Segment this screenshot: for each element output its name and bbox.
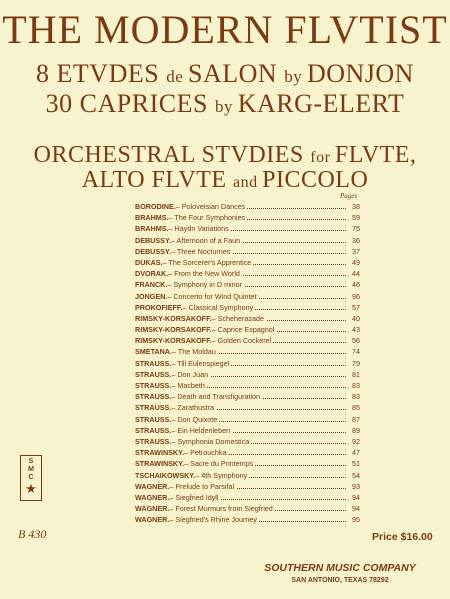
work-title: – Macbeth [171, 381, 205, 390]
contents-row [135, 425, 360, 436]
contents-row [135, 246, 360, 257]
subtitle-connector: de [166, 67, 189, 86]
contents-row [135, 369, 360, 380]
composer-name: WAGNER. [135, 504, 170, 514]
composer-name: STRAUSS. [135, 381, 172, 390]
contents-row [135, 268, 360, 279]
contents-list [135, 201, 360, 525]
work-title: – Forest Murmurs from Siegfried [169, 504, 273, 514]
contents-entry [135, 402, 216, 413]
page-number: 47 [352, 448, 360, 458]
composer-name: STRAUSS. [135, 369, 172, 379]
page-number: 83 [352, 392, 360, 402]
composer-name: RIMSKY-KORSAKOFF. [135, 313, 212, 323]
contents-row [135, 223, 360, 234]
contents-entry [135, 324, 276, 335]
work-title: – Sacre du Printemps [184, 459, 254, 469]
contents-entry [135, 257, 253, 268]
publisher-address: SAN ANTONIO, TEXAS 78292 [291, 577, 389, 584]
work-title: – Petrouchka [184, 448, 227, 458]
contents-row [135, 313, 360, 324]
composer-name: JONGEN. [135, 291, 168, 301]
logo-letter: S [28, 458, 34, 465]
contents-row [135, 458, 360, 469]
composer-name: STRAWINSKY. [135, 448, 185, 458]
page-number: 83 [352, 381, 360, 390]
section-connector: and [233, 174, 263, 191]
contents-entry [135, 223, 231, 234]
page-number: 56 [352, 336, 360, 346]
composer-name: WAGNER. [135, 481, 170, 491]
contents-entry [135, 425, 232, 436]
work-title: – Zarathustra [171, 403, 215, 413]
work-title: – Siegfried Idyll [169, 492, 219, 502]
contents-entry [135, 268, 242, 279]
contents-row [135, 302, 360, 313]
page-number: 74 [352, 347, 360, 357]
page-number: 75 [352, 224, 360, 234]
work-title: – Classical Symphony [182, 302, 254, 312]
composer-name: STRAUSS. [135, 425, 172, 435]
page-number: 94 [352, 504, 360, 514]
composer-name: STRAWINSKY. [135, 459, 185, 469]
contents-entry [135, 436, 251, 447]
contents-entry [135, 358, 231, 369]
contents-row [135, 212, 360, 223]
contents-row [135, 414, 360, 425]
publisher-name: SOUTHERN MUSIC COMPANY [264, 562, 416, 574]
contents-row [135, 346, 360, 357]
page-number: 51 [352, 459, 360, 469]
work-title: – Siegfried's Rhine Journey [169, 515, 258, 525]
composer-name: DEBUSSY. [135, 246, 171, 256]
work-title: – Don Quixote [171, 414, 218, 424]
composer-name: STRAUSS. [135, 358, 172, 368]
contents-entry [135, 391, 262, 402]
page-number: 46 [352, 280, 360, 290]
logo-letter: M [28, 466, 34, 473]
page-number: 54 [352, 470, 360, 480]
work-title: – Concerto for Wind Quintet [167, 291, 257, 301]
contents-entry [135, 503, 275, 514]
contents-row [135, 436, 360, 447]
main-title: THE MODERN FLVTIST [2, 7, 448, 52]
section-connector: for [310, 149, 335, 166]
contents-row [135, 380, 360, 391]
composer-name: RIMSKY-KORSAKOFF. [135, 336, 212, 346]
page-number: 44 [352, 269, 360, 279]
section-part: ORCHESTRAL STVDIES [33, 142, 311, 168]
work-title: – The Four Symphonies [168, 213, 246, 223]
contents-row [135, 447, 360, 458]
page-number: 79 [352, 358, 360, 368]
section-part: ALTO FLVTE [81, 167, 233, 193]
work-title: – 4th Symphony [195, 470, 248, 480]
contents-entry [135, 302, 255, 313]
contents-entry [135, 458, 255, 469]
work-title: – Haydn Variations [168, 224, 229, 234]
page-number: 38 [352, 202, 360, 211]
page-number: 40 [352, 313, 360, 323]
composer-name: STRAUSS. [135, 403, 172, 413]
work-title: – Afternoon of a Faun [170, 235, 241, 245]
composer-name: BORODINE. [135, 202, 176, 211]
page-number: 43 [352, 325, 360, 335]
page-number: 59 [352, 213, 360, 223]
composer-name: BRAHMS. [135, 224, 169, 234]
work-title: – Symphonia Domestica [171, 436, 250, 446]
work-title: – Till Eulenspiegel [171, 358, 230, 368]
star-icon: ★ [25, 481, 37, 496]
section-heading-line2 [0, 167, 450, 196]
contents-row [135, 481, 360, 492]
contents-entry [135, 212, 247, 223]
contents-entry [135, 246, 232, 257]
page-number: 87 [352, 414, 360, 424]
composer-name: PROKOFIEFF. [135, 302, 183, 312]
contents-row [135, 257, 360, 268]
contents-row [135, 514, 360, 525]
section-part: PICCOLO [262, 167, 369, 193]
composer-name: WAGNER. [135, 515, 170, 525]
contents-entry [135, 313, 266, 324]
composer-name: DEBUSSY. [135, 235, 171, 245]
composer-name: STRAUSS. [135, 436, 172, 446]
contents-entry [135, 235, 242, 246]
subtitle-connector: by [284, 67, 307, 86]
contents-entry [135, 201, 247, 212]
subtitle-karg-elert [0, 90, 450, 121]
section-part: FLVTE, [334, 142, 417, 168]
contents-entry [135, 447, 228, 458]
contents-entry [135, 279, 244, 290]
work-title: – Three Nocturnes [170, 246, 231, 256]
contents-entry [135, 492, 220, 503]
composer-name: RIMSKY-KORSAKOFF. [135, 325, 212, 335]
contents-entry [135, 380, 207, 391]
contents-row [135, 492, 360, 503]
subtitle-part: 30 CAPRICES [45, 89, 215, 118]
work-title: – Scheherazade [211, 313, 265, 323]
page-number: 96 [352, 291, 360, 301]
page-number: 57 [352, 302, 360, 312]
contents-row [135, 470, 360, 481]
composer-name: STRAUSS. [135, 392, 172, 402]
subtitle-part: KARG-ELERT [237, 89, 405, 118]
logo-letters [21, 458, 41, 482]
composer-name: SMETANA. [135, 347, 172, 357]
contents-row [135, 391, 360, 402]
contents-row [135, 324, 360, 335]
page-number: 85 [352, 403, 360, 413]
work-title: – Symphony in D minor [167, 280, 243, 290]
composer-name: STRAUSS. [135, 414, 172, 424]
work-title: – Polovetsian Dances [175, 202, 246, 211]
contents-row [135, 201, 360, 212]
page-number: 89 [352, 425, 360, 435]
composer-name: FRANCK. [135, 280, 168, 290]
work-title: – Ein Heldenleben [171, 425, 231, 435]
page-number: 94 [352, 492, 360, 502]
page-number: 95 [352, 515, 360, 525]
page-number: 36 [352, 235, 360, 245]
work-title: – Prelude to Parsifal [169, 481, 235, 491]
composer-name: DUKAS. [135, 257, 163, 267]
subtitle-part: DONJON [306, 59, 414, 88]
work-title: – Caprice Espagnol [211, 325, 275, 335]
page-number: 49 [352, 257, 360, 267]
contents-row [135, 358, 360, 369]
price-label: Price $16.00 [372, 531, 433, 543]
subtitle-part: 8 ETVDES [36, 59, 167, 88]
contents-row [135, 503, 360, 514]
pages-column-label: Pages [340, 192, 358, 200]
composer-name: DVORAK. [135, 269, 169, 279]
contents-row [135, 335, 360, 346]
page-number: 81 [352, 369, 360, 379]
composer-name: TSCHAIKOWSKY. [135, 470, 196, 480]
subtitle-part: SALON [188, 59, 285, 88]
page-number: 37 [352, 246, 360, 256]
work-title: – Golden Cockerel [211, 336, 272, 346]
contents-row [135, 235, 360, 246]
contents-row [135, 279, 360, 290]
work-title: – Don Juan [171, 369, 209, 379]
subtitle-donjon [0, 60, 450, 91]
contents-entry [135, 346, 218, 357]
catalog-code: B 430 [18, 527, 47, 541]
page-number: 92 [352, 436, 360, 446]
contents-row [135, 402, 360, 413]
contents-entry [135, 514, 259, 525]
work-title: – Death and Transfiguration [171, 392, 261, 402]
contents-row [135, 291, 360, 302]
contents-entry [135, 481, 236, 492]
work-title: – From the New World [168, 269, 240, 279]
composer-name: WAGNER. [135, 492, 170, 502]
contents-entry [135, 414, 219, 425]
smc-logo [20, 455, 42, 501]
composer-name: BRAHMS. [135, 213, 169, 223]
contents-entry [135, 291, 258, 302]
work-title: – The Moldau [172, 347, 216, 357]
contents-entry [135, 335, 273, 346]
subtitle-connector: by [214, 97, 238, 116]
page-number: 93 [352, 481, 360, 491]
contents-entry [135, 369, 210, 380]
contents-entry [135, 470, 249, 481]
logo-letter: C [28, 474, 34, 481]
work-title: – The Sorcerer's Apprentice [162, 257, 252, 267]
